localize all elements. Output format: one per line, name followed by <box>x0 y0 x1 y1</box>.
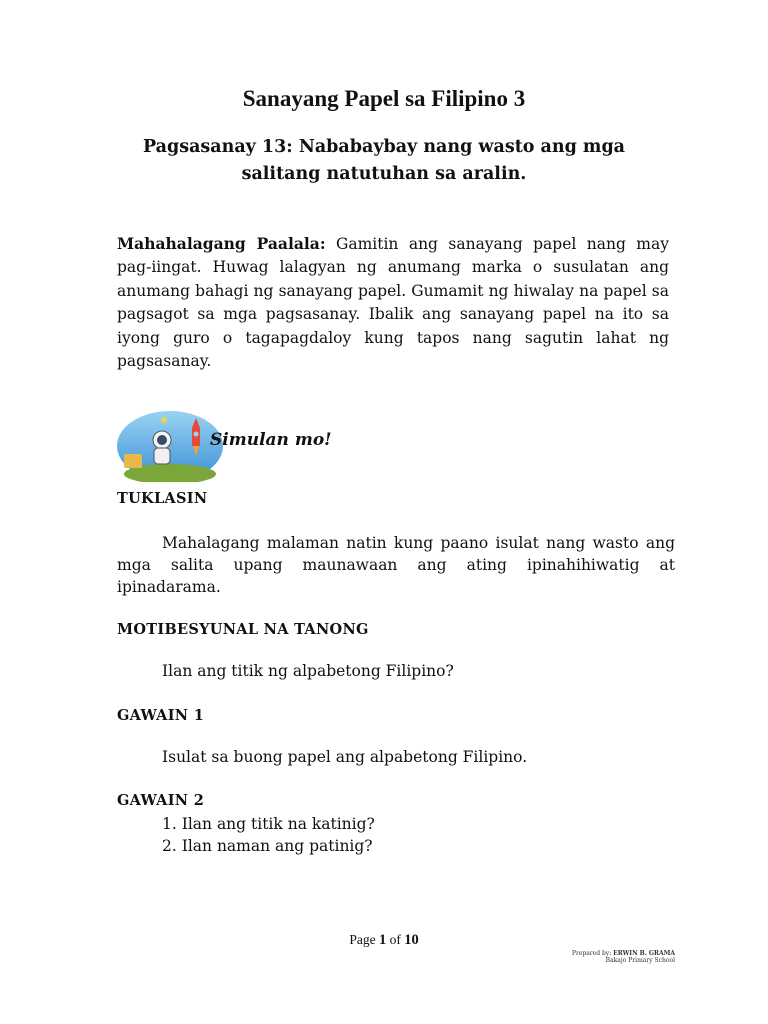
motibesyunal-heading: MOTIBESYUNAL NA TANONG <box>117 621 369 638</box>
author-name: ERWIN B. GRAMA <box>613 950 675 957</box>
astronaut-illustration <box>116 410 224 482</box>
page-title: Sanayang Papel sa Filipino 3 <box>242 86 526 111</box>
page-current: 1 <box>378 932 387 948</box>
school-name: Bakajo Primary School <box>605 957 675 964</box>
gawain1-heading: GAWAIN 1 <box>117 707 205 724</box>
prepared-by-label: Prepared by: <box>571 950 612 957</box>
gawain2-list <box>162 813 375 857</box>
reminder-paragraph <box>117 232 669 373</box>
gawain1-text: Isulat sa buong papel ang alpabetong Filipino. <box>162 748 528 766</box>
reminder-label: Mahahalagang Paalala: <box>117 234 326 253</box>
page-number <box>0 932 768 949</box>
page-total: 10 <box>404 932 419 948</box>
gawain2-heading: GAWAIN 2 <box>117 792 205 809</box>
exercise-subtitle: Pagsasanay 13: Nababaybay nang wasto ang mga salitang natutuhan sa aralin. <box>142 137 626 184</box>
reminder-text: Gamitin ang sanayang papel nang may pag-iingat. Huwag lalagyan ng anumang marka o susulatan ang anumang bahagi ng sanayang papel. Gumamit ng hiwalay na papel sa pagsagot sa mga pagsasanay. Ibalik ang sanayang papel na ito sa iyong guro o tagapagdaloy kung tapos nang sagutin lahat ng pagsasanay. <box>117 235 669 371</box>
tuklasin-paragraph: Mahalagang malaman natin kung paano isulat nang wasto ang mga salita upang maunawaan ang ating ipinahihiwatig at ipinadarama. <box>117 534 675 596</box>
page-prefix: Page <box>349 932 376 947</box>
list-item: 2. Ilan naman ang patinig? <box>162 837 373 855</box>
simulan-heading: Simulan mo! <box>210 430 332 450</box>
list-item: 1. Ilan ang titik na katinig? <box>162 815 375 833</box>
page-of: of <box>389 932 401 947</box>
motibesyunal-question: Ilan ang titik ng alpabetong Filipino? <box>162 662 454 680</box>
prepared-by-note <box>500 950 675 964</box>
tuklasin-heading: TUKLASIN <box>117 490 208 507</box>
